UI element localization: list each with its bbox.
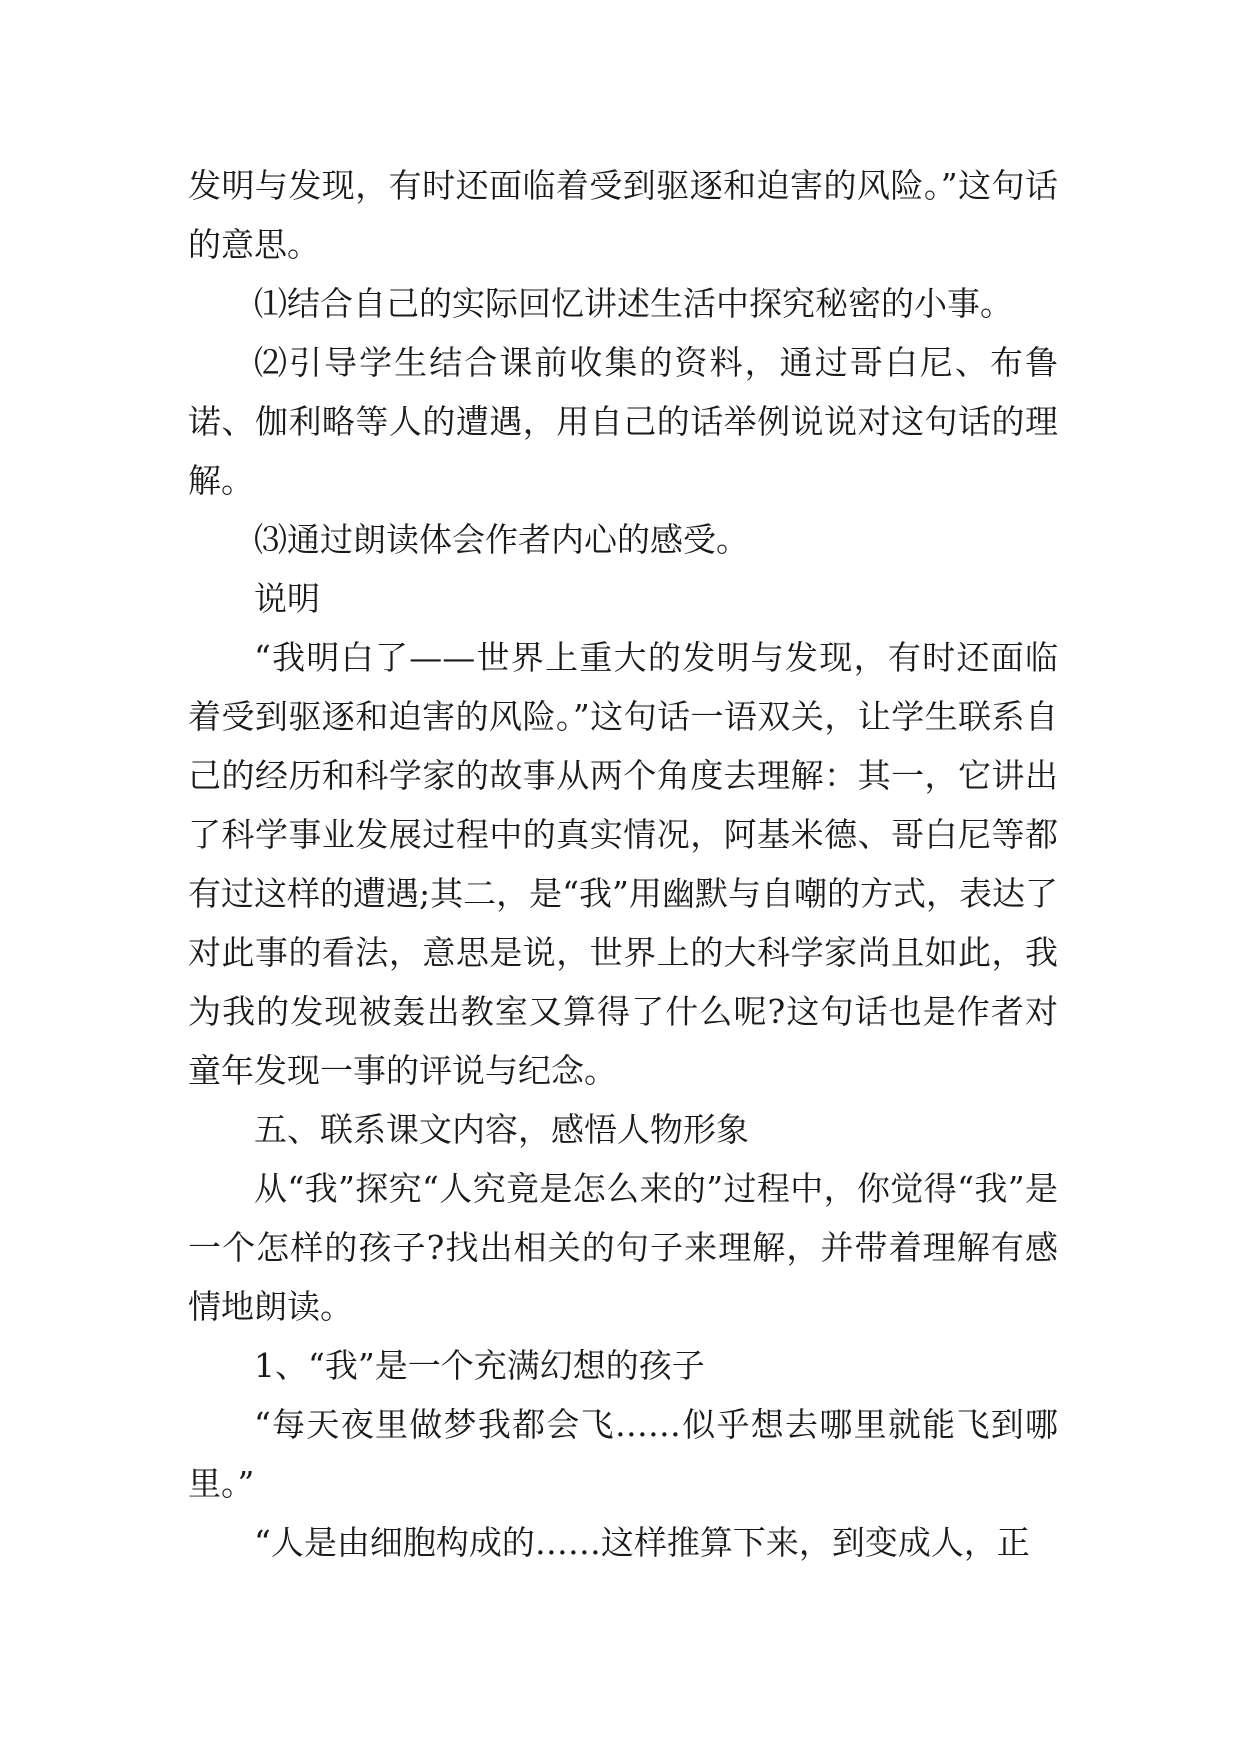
paragraph-step-1: ⑴结合自己的实际回忆讲述生活中探究秘密的小事。	[254, 284, 1013, 323]
paragraph-explanation: “我明白了——世界上重大的发明与发现，有时还面临着受到驱逐和迫害的风险。”这句话一语双关，让学生联系自己的经历和科学家的故事从两个角度去理解：其一，它讲出了科学事业发展过程中的真实情况，阿基米德、哥白尼等都有过这样的遭遇;其二，是“我”用幽默与自嘲的方式，表达了对此事的看法，意思是说，世界上的大科学家尚且如此，我为我的发现被轰出教室又算得了什么呢?这句话也是作者对童年发现一事的评说与纪念。	[188, 638, 1058, 1090]
quote-cells: “人是由细胞构成的……这样推算下来，到变成人，正	[254, 1523, 1030, 1562]
subheading-point-1: 1、“我”是一个充满幻想的孩子	[254, 1346, 705, 1385]
document-page	[188, 156, 1058, 1572]
section-heading-five: 五、联系课文内容，感悟人物形象	[254, 1110, 749, 1149]
paragraph-step-2: ⑵引导学生结合课前收集的资料，通过哥白尼、布鲁诺、伽利略等人的遭遇，用自己的话举例说说对这句话的理解。	[188, 343, 1058, 500]
paragraph-question: 从“我”探究“人究竟是怎么来的”过程中，你觉得“我”是一个怎样的孩子?找出相关的句子来理解，并带着理解有感情地朗读。	[188, 1169, 1058, 1326]
quote-dream-fly: “每天夜里做梦我都会飞……似乎想去哪里就能飞到哪里。”	[188, 1405, 1058, 1503]
paragraph-step-3: ⑶通过朗读体会作者内心的感受。	[254, 520, 749, 559]
paragraph-heading-explanation: 说明	[254, 579, 320, 618]
paragraph-continuation: 发明与发现，有时还面临着受到驱逐和迫害的风险。”这句话的意思。	[188, 166, 1058, 264]
